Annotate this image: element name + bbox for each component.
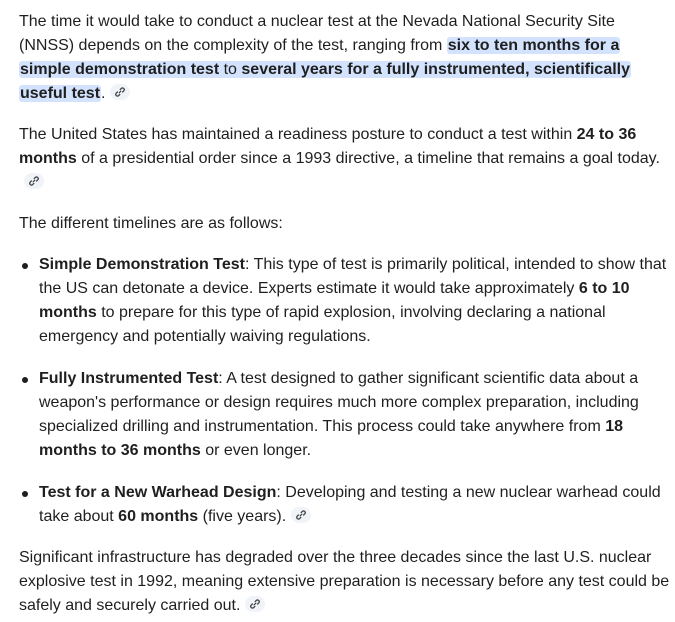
bullet-dot <box>22 377 28 383</box>
list-item-text: : This type of test is primarily political, intended to show that the US can detonate a device. Experts estimate it would take approximately <box>39 256 667 297</box>
paragraph-text: The United States has maintained a readiness posture to conduct a test within <box>19 126 577 143</box>
list-item-text: or even longer. <box>200 442 312 459</box>
link-icon <box>28 175 40 187</box>
list-item <box>19 367 671 463</box>
paragraph-text: . <box>101 85 106 102</box>
paragraph-readiness <box>19 123 671 195</box>
link-icon <box>249 598 261 610</box>
highlight-bold-instrumented: several years for a fully instrumented, scientifically useful test <box>20 61 630 102</box>
list-item-title: Simple Demonstration Test <box>39 256 245 273</box>
highlight-connector: to <box>219 61 242 78</box>
list-item <box>19 481 671 529</box>
list-item-text: to prepare for this type of rapid explosion, involving declaring a national emergency and potentially waiving regulations. <box>39 304 606 345</box>
highlight-bold-demo: six to ten months for a simple demonstration test <box>20 37 620 78</box>
list-item-text: (five years). <box>198 508 287 525</box>
list-item <box>19 253 671 349</box>
list-item-bold: 18 months to 36 months <box>39 418 624 459</box>
list-item-text: : Developing and testing a new nuclear warhead could take about <box>39 484 661 525</box>
bullet-dot <box>22 491 28 497</box>
paragraph-text: of a presidential order since a 1993 directive, a timeline that remains a goal today. <box>76 150 660 167</box>
list-item-title: Test for a New Warhead Design <box>39 484 277 501</box>
source-link-button[interactable] <box>245 596 265 612</box>
source-link-button[interactable] <box>24 173 44 189</box>
list-item-text: : A test designed to gather significant scientific data about a weapon's performance or design requires much more complex preparation, including specialized drilling and instrumentation. This process could take anywhere from <box>39 370 639 435</box>
paragraph-text: The time it would take to conduct a nuclear test at the Nevada National Security Site (NNSS) depends on the complexity of the test, ranging from <box>19 13 615 54</box>
paragraph-infrastructure <box>19 546 671 618</box>
list-item-bold: 6 to 10 months <box>39 280 630 321</box>
link-icon <box>295 509 307 521</box>
list-item-bold: 60 months <box>118 508 199 525</box>
link-icon <box>114 86 126 98</box>
paragraph-nnss-timeline <box>19 10 671 106</box>
bullet-dot <box>22 263 28 269</box>
paragraph-text: Significant infrastructure has degraded over the three decades since the last U.S. nuclear explosive test in 1992, meaning extensive preparation is necessary before any test could be safely and securely carried out. <box>19 549 670 614</box>
source-link-button[interactable] <box>110 84 130 100</box>
bold-24-36-months: 24 to 36 months <box>19 126 637 167</box>
paragraph-intro-list: The different timelines are as follows: <box>19 215 283 232</box>
list-item-title: Fully Instrumented Test <box>39 370 219 387</box>
timeline-list <box>19 253 671 529</box>
source-link-button[interactable] <box>291 507 311 523</box>
